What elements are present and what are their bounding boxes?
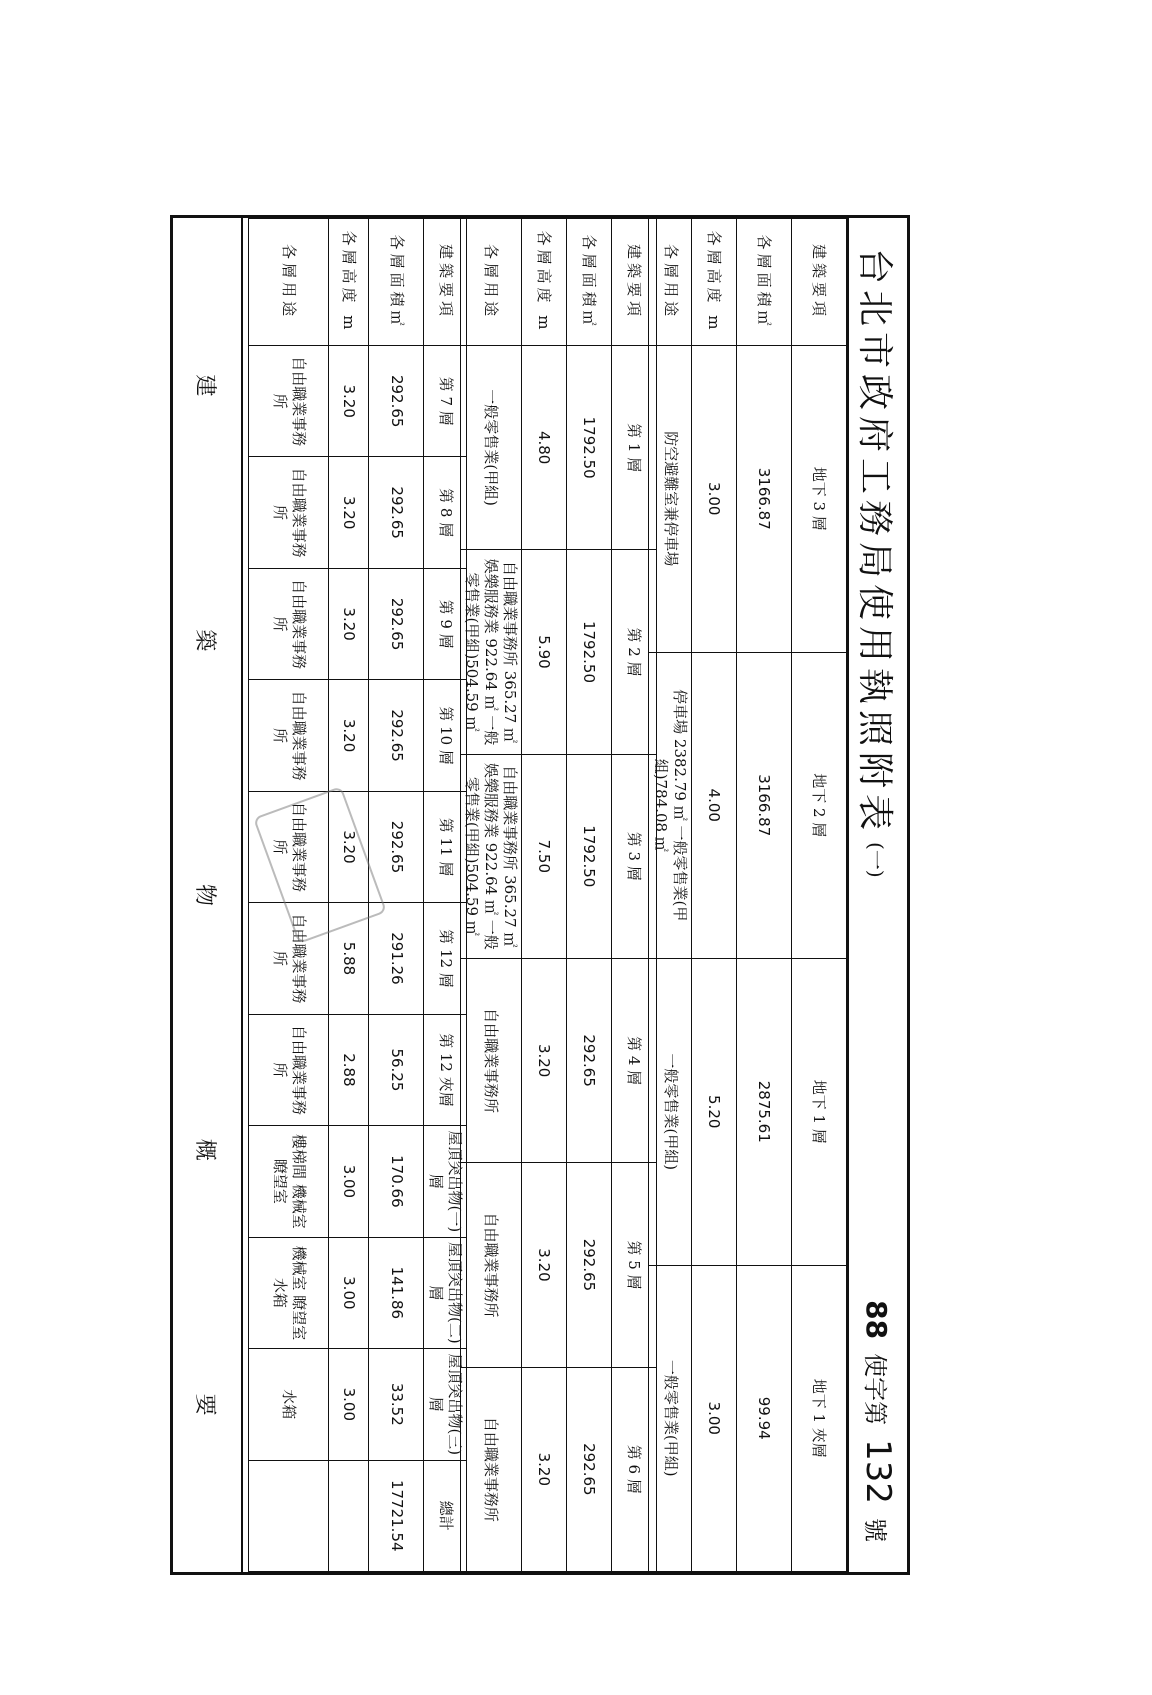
cell-height: 2.88 <box>329 1014 369 1125</box>
cell-area: 292.65 <box>369 680 424 791</box>
row-label-area: 各層面積㎡ <box>567 219 612 346</box>
cell-height <box>329 1460 369 1571</box>
cell-use: 自由職業事務所 365.27 ㎡ 娛樂服務業 922.64 ㎡ 一般零售業(甲組)504.59 ㎡ <box>460 754 521 958</box>
summary-char: 築 <box>192 629 218 652</box>
cell-use: 樓梯間 機械室 瞭望室 <box>249 1126 329 1237</box>
cell-area: 170.66 <box>369 1126 424 1237</box>
cell-use: 自由職業事務所 <box>460 1163 521 1367</box>
cell-use: 自由職業事務所 <box>249 903 329 1014</box>
cell-item: 第 8 層 <box>424 457 467 568</box>
permit-attachment-document <box>170 215 910 1575</box>
cell-item: 地下 1 層 <box>792 959 847 1266</box>
cell-use: 自由職業事務所 <box>460 1367 521 1571</box>
table-row-use <box>460 219 521 1572</box>
building-summary-label <box>173 218 243 1572</box>
table-row-height <box>692 219 737 1572</box>
row-label-use: 各層用途 <box>460 219 521 346</box>
permit-suffix: 號 <box>861 1518 889 1542</box>
cell-item: 第 11 層 <box>424 791 467 902</box>
row-label-area: 各層面積㎡ <box>369 219 424 346</box>
cell-area: 2875.61 <box>737 959 792 1266</box>
cell-area: 3166.87 <box>737 346 792 653</box>
cell-use: 停車場 2382.79 ㎡ 一般零售業(甲組)784.08 ㎡ <box>649 652 692 959</box>
cell-use: 自由職業事務所 <box>249 1014 329 1125</box>
cell-item: 屋頂突出物(一)層 <box>424 1126 467 1237</box>
cell-area: 292.65 <box>567 958 612 1162</box>
row-label-item: 建築要項 <box>612 219 657 346</box>
cell-use <box>249 1460 329 1571</box>
cell-height: 3.20 <box>329 346 369 457</box>
cell-area: 1792.50 <box>567 550 612 754</box>
cell-height: 5.88 <box>329 903 369 1014</box>
cell-area: 3166.87 <box>737 652 792 959</box>
cell-use: 自由職業事務所 <box>249 791 329 902</box>
document-title: 台北市政府工務局使用執照附表 <box>854 248 896 837</box>
cell-item: 第 3 層 <box>612 754 657 958</box>
cell-area: 292.65 <box>567 1367 612 1571</box>
cell-use: 自由職業事務所 <box>249 568 329 679</box>
cell-item: 總計 <box>424 1460 467 1571</box>
cell-height: 3.20 <box>329 791 369 902</box>
cell-height: 3.00 <box>692 1265 737 1572</box>
title-strip <box>847 218 907 1572</box>
cell-item: 第 1 層 <box>612 346 657 550</box>
summary-char: 物 <box>192 883 218 906</box>
cell-item: 第 10 層 <box>424 680 467 791</box>
cell-height: 7.50 <box>522 754 567 958</box>
cell-height: 4.80 <box>522 346 567 550</box>
row-label-height: 各層高度 m <box>522 219 567 346</box>
summary-char: 要 <box>192 1393 218 1416</box>
table-row-item <box>612 219 657 1572</box>
cell-area: 17721.54 <box>369 1460 424 1571</box>
table-row-item <box>424 219 467 1572</box>
cell-item: 地下 2 層 <box>792 652 847 959</box>
row-label-height: 各層高度 m <box>329 219 369 346</box>
cell-use: 自由職業事務所 <box>249 680 329 791</box>
table-row-area <box>737 219 792 1572</box>
cell-height: 3.20 <box>329 680 369 791</box>
cell-height: 3.00 <box>329 1126 369 1237</box>
row-label-item: 建築要項 <box>424 219 467 346</box>
cell-height: 3.20 <box>329 568 369 679</box>
cell-item: 第 9 層 <box>424 568 467 679</box>
table-row-area <box>567 219 612 1572</box>
cell-use: 自由職業事務所 <box>249 457 329 568</box>
summary-char: 概 <box>192 1138 218 1161</box>
permit-year: 88 <box>860 1300 893 1340</box>
cell-area: 56.25 <box>369 1014 424 1125</box>
cell-height: 3.00 <box>329 1237 369 1348</box>
cell-item: 屋頂突出物(三)層 <box>424 1349 467 1460</box>
cell-item: 第 5 層 <box>612 1163 657 1367</box>
cell-item: 第 12 層 <box>424 903 467 1014</box>
cell-use: 一般零售業(甲組) <box>649 959 692 1266</box>
cell-use: 自由職業事務所 365.27 ㎡ 娛樂服務業 922.64 ㎡ 一般零售業(甲組)504.59 ㎡ <box>460 550 521 754</box>
cell-use: 機械室 瞭望室 水箱 <box>249 1237 329 1348</box>
basement-floors-table <box>649 218 848 1572</box>
cell-item: 屋頂突出物(二)層 <box>424 1237 467 1348</box>
cell-height: 5.20 <box>692 959 737 1266</box>
row-label-use: 各層用途 <box>249 219 329 346</box>
summary-char: 建 <box>192 374 218 397</box>
cell-area: 292.65 <box>369 346 424 457</box>
cell-use: 水箱 <box>249 1349 329 1460</box>
cell-use: 防空避難室兼停車場 <box>649 346 692 653</box>
cell-area: 292.65 <box>369 791 424 902</box>
row-label-area: 各層面積㎡ <box>737 219 792 346</box>
cell-item: 第 7 層 <box>424 346 467 457</box>
cell-height: 3.20 <box>522 1367 567 1571</box>
cell-area: 99.94 <box>737 1265 792 1572</box>
table-row-height <box>522 219 567 1572</box>
permit-number: 132 <box>858 1439 898 1504</box>
row-label-use: 各層用途 <box>649 219 692 346</box>
row-label-item: 建築要項 <box>792 219 847 346</box>
cell-area: 141.86 <box>369 1237 424 1348</box>
cell-use: 自由職業事務所 <box>249 346 329 457</box>
cell-height: 3.00 <box>329 1349 369 1460</box>
table-row-item <box>792 219 847 1572</box>
cell-area: 1792.50 <box>567 346 612 550</box>
cell-height: 4.00 <box>692 652 737 959</box>
cell-height: 3.20 <box>522 1163 567 1367</box>
cell-item: 第 4 層 <box>612 958 657 1162</box>
cell-area: 292.65 <box>369 457 424 568</box>
cell-use: 一般零售業(甲組) <box>460 346 521 550</box>
cell-item: 第 6 層 <box>612 1367 657 1571</box>
cell-area: 292.65 <box>369 568 424 679</box>
cell-height: 3.00 <box>692 346 737 653</box>
permit-prefix: 使字第 <box>861 1353 889 1426</box>
cell-area: 292.65 <box>567 1163 612 1367</box>
cell-use: 一般零售業(甲組) <box>649 1265 692 1572</box>
cell-use: 自由職業事務所 <box>460 958 521 1162</box>
cell-area: 1792.50 <box>567 754 612 958</box>
row-label-height: 各層高度 m <box>692 219 737 346</box>
lower-floors-table <box>460 218 657 1572</box>
cell-item: 第 2 層 <box>612 550 657 754</box>
cell-height: 3.20 <box>522 958 567 1162</box>
cell-area: 291.26 <box>369 903 424 1014</box>
document-title-suffix: (一) <box>864 842 889 878</box>
cell-area: 33.52 <box>369 1349 424 1460</box>
permit-number-block <box>858 1300 898 1542</box>
cell-item: 第 12 夾層 <box>424 1014 467 1125</box>
cell-height: 3.20 <box>329 457 369 568</box>
cell-item: 地下 1 夾層 <box>792 1265 847 1572</box>
cell-item: 地下 3 層 <box>792 346 847 653</box>
cell-height: 5.90 <box>522 550 567 754</box>
